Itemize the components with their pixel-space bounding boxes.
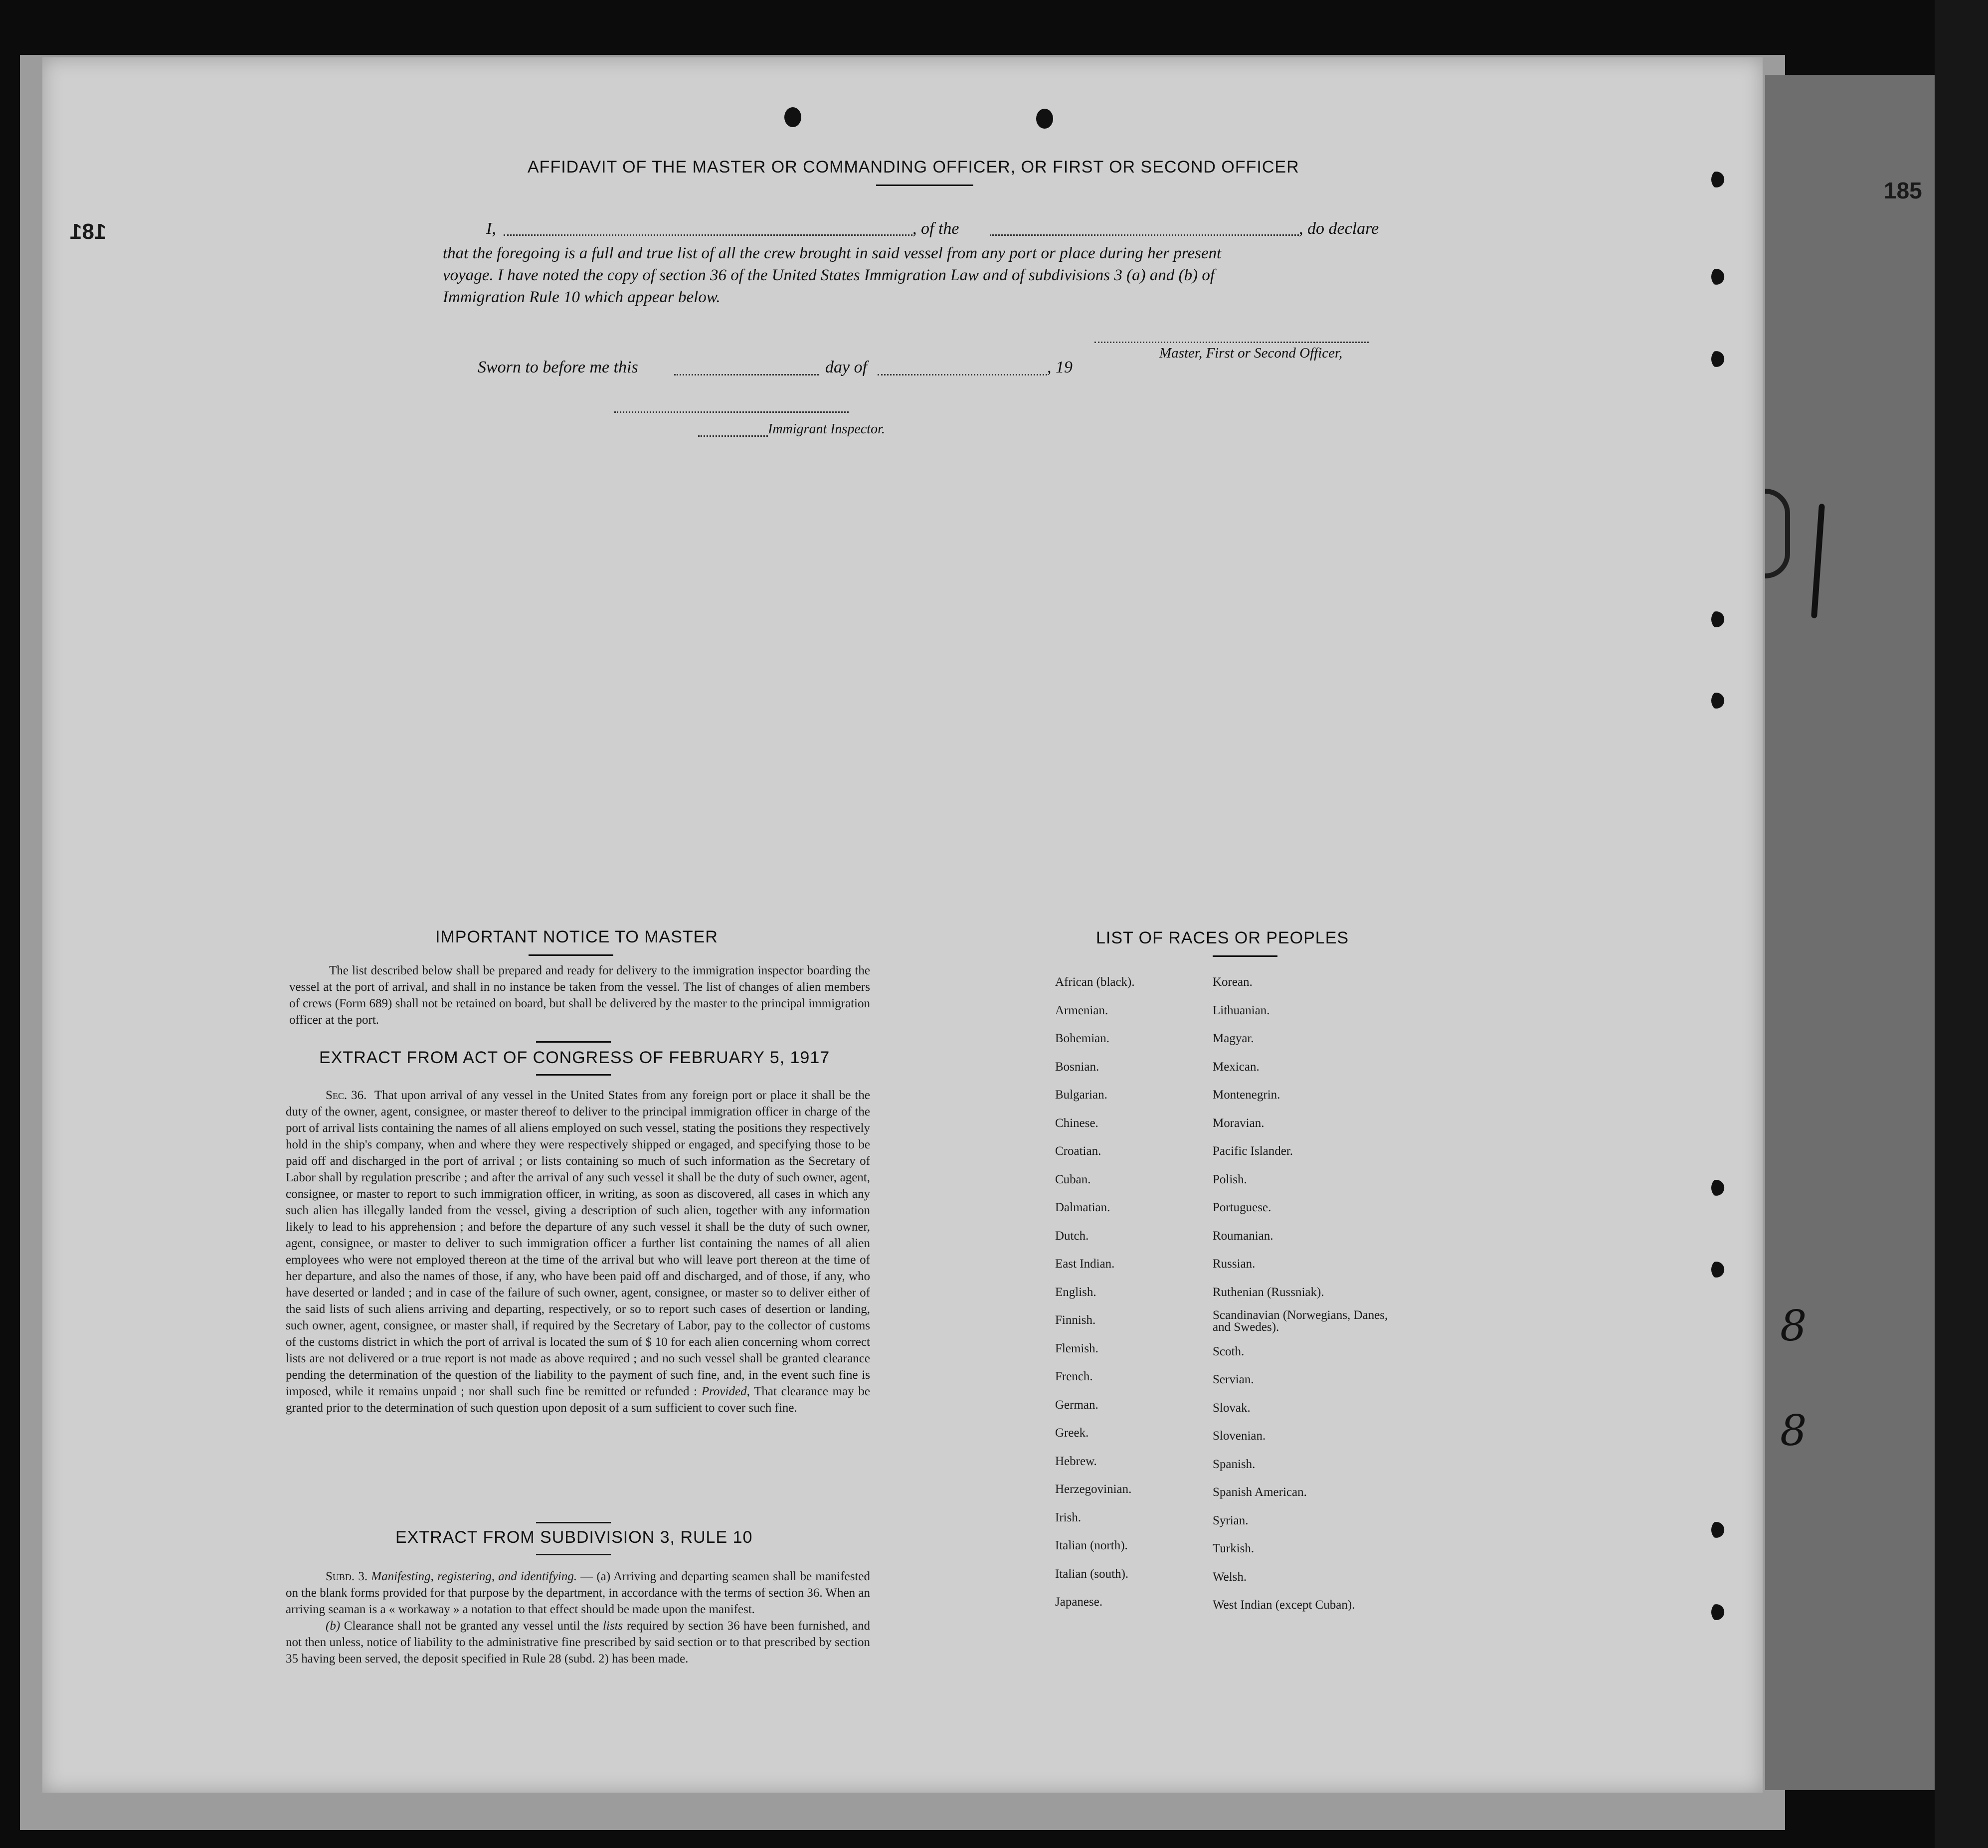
race-item: Dutch. — [1055, 1229, 1089, 1243]
races-column-2 — [1213, 968, 1402, 1620]
race-item: Servian. — [1213, 1373, 1254, 1386]
race-item: Spanish American. — [1213, 1485, 1307, 1499]
rule-underline — [536, 1554, 611, 1555]
race-item: Mexican. — [1213, 1060, 1260, 1074]
binder-hole — [1711, 1602, 1728, 1622]
sworn-month-line — [878, 374, 1047, 375]
race-item: Bohemian. — [1055, 1032, 1110, 1045]
section-body-end: That clearance may be granted prior to the determination of such question upon deposit of a sum sufficient to cover such fine. — [286, 1385, 871, 1415]
race-item: Armenian. — [1055, 1003, 1108, 1017]
notice-title: IMPORTANT NOTICE TO MASTER — [435, 927, 718, 946]
race-item: Slovenian. — [1213, 1429, 1266, 1443]
race-item: Bosnian. — [1055, 1060, 1099, 1074]
name-blank-line — [504, 234, 912, 236]
i-label: I, — [486, 219, 496, 238]
rule-title: EXTRACT FROM SUBDIVISION 3, RULE 10 — [395, 1528, 753, 1547]
inspector-label: Immigrant Inspector. — [768, 421, 885, 437]
races-title: LIST OF RACES OR PEOPLES — [1096, 928, 1349, 947]
race-item: Moravian. — [1213, 1116, 1265, 1130]
race-item: Portuguese. — [1213, 1201, 1271, 1214]
stamped-page-number: 185 — [1884, 178, 1922, 203]
races-column-1 — [1055, 968, 1135, 1617]
document-page — [42, 57, 1763, 1793]
vessel-blank-line — [990, 234, 1299, 236]
subdivision-label: Subd. 3. — [326, 1570, 368, 1583]
binder-hole — [1711, 1178, 1728, 1198]
race-item: Hebrew. — [1055, 1454, 1097, 1468]
race-item: Korean. — [1213, 975, 1253, 989]
notice-divider — [536, 1041, 611, 1043]
master-label: Master, First or Second Officer, — [1159, 345, 1343, 361]
notice-text: The list described below shall be prepared and ready for delivery to the immigration inspector boarding the vessel at the port of arrival, and shall in no instance be taken from the vessel. The list of changes of alien members of crews (Form 689) shall not be retained on board, but shall be delivered by the master to the principal immigration officer at the port. — [289, 964, 870, 1027]
race-item: African (black). — [1055, 975, 1135, 989]
race-item: Russian. — [1213, 1257, 1256, 1271]
race-item: Scoth. — [1213, 1344, 1245, 1358]
subdivision-heading: Manifesting, registering, and identifying. — [371, 1570, 577, 1583]
race-item: Montenegrin. — [1213, 1088, 1280, 1102]
race-item: Pacific Islander. — [1213, 1144, 1293, 1158]
of-the-label: , of the — [912, 219, 959, 238]
act-divider — [536, 1522, 611, 1523]
title-underline — [876, 185, 973, 186]
right-dark-strip — [1935, 0, 1988, 1848]
race-item: German. — [1055, 1398, 1098, 1412]
race-item: Scandinavian (Norwegians, Danes, and Swedes). — [1213, 1308, 1388, 1334]
race-item: Roumanian. — [1213, 1229, 1273, 1243]
act-underline — [536, 1074, 611, 1076]
race-item: Croatian. — [1055, 1144, 1101, 1158]
provided-label: Provided, — [701, 1385, 750, 1398]
para-b-lists: lists — [602, 1619, 623, 1633]
para-b-text-end: required by section 36 have been furnished, and not then unless, notice of liability to the administrative fine prescribed by said section or to that prescribed by section 35 having been served, the deposit specified in Rule 28 (subd. 2) has been made. — [286, 1619, 870, 1665]
race-item: Magyar. — [1213, 1032, 1254, 1045]
inspector-signature-line — [614, 411, 849, 413]
affidavit-text — [443, 242, 1400, 308]
race-item: Greek. — [1055, 1426, 1089, 1440]
race-item: French. — [1055, 1370, 1093, 1383]
declare-label: , do declare — [1299, 219, 1379, 238]
race-item: Dalmatian. — [1055, 1201, 1110, 1214]
punch-hole — [1036, 109, 1053, 129]
race-item: Herzegovinian. — [1055, 1482, 1132, 1496]
mirrored-bleed-number: 181 — [70, 219, 107, 244]
sworn-day-line — [674, 374, 819, 375]
race-item: Lithuanian. — [1213, 1003, 1270, 1017]
race-item: Finnish. — [1055, 1313, 1096, 1327]
races-underline — [1213, 955, 1277, 957]
race-item: Italian (south). — [1055, 1567, 1129, 1581]
race-item: Irish. — [1055, 1510, 1082, 1524]
race-item: West Indian (except Cuban). — [1213, 1598, 1355, 1612]
binder-hole — [1711, 1260, 1728, 1280]
race-item: Turkish. — [1213, 1542, 1255, 1555]
race-item: Spanish. — [1213, 1457, 1256, 1471]
binder-hole — [1711, 691, 1728, 711]
binder-hole — [1711, 349, 1728, 369]
rule-text — [286, 1568, 870, 1667]
para-b-prefix: (b) — [326, 1619, 341, 1633]
binder-hole — [1711, 267, 1728, 287]
affidavit-line: that the foregoing is a full and true list of all the crew brought in said vessel from any port or place during her present — [443, 244, 1222, 262]
handwritten-eight-upper: 8 — [1780, 1301, 1807, 1350]
punch-hole — [784, 107, 801, 127]
race-item: Cuban. — [1055, 1172, 1091, 1186]
section-body: That upon arrival of any vessel in the United States from any foreign port or place it shall be the duty of the owner, agent, consignee, or master thereof to deliver to the principal immigration officer in charge of the port of arrival lists containing the names of all aliens employed on such vessel, stating the positions they respectively hold in the ship's company, when and where they were respectively shipped or engaged, and specifying those to be paid off and discharged in the port of arrival ; or lists containing so much of such information as the Secretary of Labor shall by regulation prescribe ; and after the arrival of any such vessel it shall be the duty of such owner, agent, consignee, or master to report to such immigration officer, in writing, as soon as discovered, all cases in which any such alien has illegally landed from the vessel, giving a description of such alien, together with any information likely to lead to his apprehension ; and before the departure of any such vessel it shall be the duty of such owner, agent, consignee, or master to deliver to such immigration officer a further list containing the names of all alien employees who were not employed thereon at the time of the arrival but who will leave port thereon at the time of her departure, and also the names of those, if any, who have been paid off and discharged, and of those, if any, who have deserted or landed ; and in case of the failure of such owner, agent, consignee, or master so to deliver either of the said lists of such aliens arriving and departing, respectively, or so to report such cases of desertion or landing, such owner, agent, consignee, or master shall, if required by the Secretary of Labor, pay to the collector of customs of the customs district in which the port of arrival is located the sum of $ 10 for each alien concerning whom correct lists are not delivered or a true report is not made as above required ; and no such vessel shall be granted clearance pending the determination of the question of the liability to the payment of such fine, and, in the event such fine is imposed, while it remains unpaid ; nor shall such fine be remitted or refunded : — [286, 1089, 870, 1398]
binder-hole — [1711, 609, 1728, 629]
act-title: EXTRACT FROM ACT OF CONGRESS OF FEBRUARY 5, 1917 — [319, 1048, 830, 1067]
affidavit-line: voyage. I have noted the copy of section 36 of the United States Immigration Law and of subdivisions 3 (a) and (b) of — [443, 266, 1215, 284]
notice-underline — [529, 954, 613, 956]
binder-hole — [1711, 1520, 1728, 1540]
race-item: Flemish. — [1055, 1341, 1098, 1355]
race-item: Bulgarian. — [1055, 1088, 1107, 1102]
race-item: English. — [1055, 1285, 1096, 1299]
para-a-text: Arriving and departing seamen shall be manifested on the blank forms provided for that purpose by the department, in accordance with the terms of section 36. When an arriving seaman is a « workaway » a notation to that effect should be made upon the manifest. — [286, 1570, 871, 1616]
race-item: Syrian. — [1213, 1513, 1249, 1527]
right-underlying-sheet — [1765, 75, 1935, 1790]
act-text — [286, 1087, 870, 1416]
handwritten-eight-lower: 8 — [1780, 1406, 1807, 1455]
race-item: East Indian. — [1055, 1257, 1115, 1271]
day-of-label: day of — [825, 358, 868, 376]
race-item: Welsh. — [1213, 1570, 1247, 1584]
race-item: Polish. — [1213, 1172, 1247, 1186]
race-item: Chinese. — [1055, 1116, 1098, 1130]
master-signature-line — [1094, 342, 1369, 343]
para-b-text: Clearance shall not be granted any vessel until the — [344, 1619, 599, 1633]
race-item: Japanese. — [1055, 1595, 1103, 1609]
sworn-label: Sworn to before me this — [478, 358, 638, 376]
race-item: Slovak. — [1213, 1401, 1251, 1415]
affidavit-title: AFFIDAVIT OF THE MASTER OR COMMANDING OFFICER, OR FIRST OR SECOND OFFICER — [528, 158, 1299, 177]
handwritten-mark — [1765, 489, 1790, 578]
binder-hole — [1711, 170, 1728, 189]
year-label: , 19 — [1047, 358, 1073, 376]
para-a-prefix: — (a) — [580, 1570, 611, 1583]
race-item: Italian (north). — [1055, 1539, 1128, 1552]
inspector-short-line — [698, 435, 768, 437]
affidavit-line: Immigration Rule 10 which appear below. — [443, 288, 721, 306]
section-label: Sec. 36. — [326, 1089, 367, 1102]
race-item: Ruthenian (Russniak). — [1213, 1285, 1324, 1299]
